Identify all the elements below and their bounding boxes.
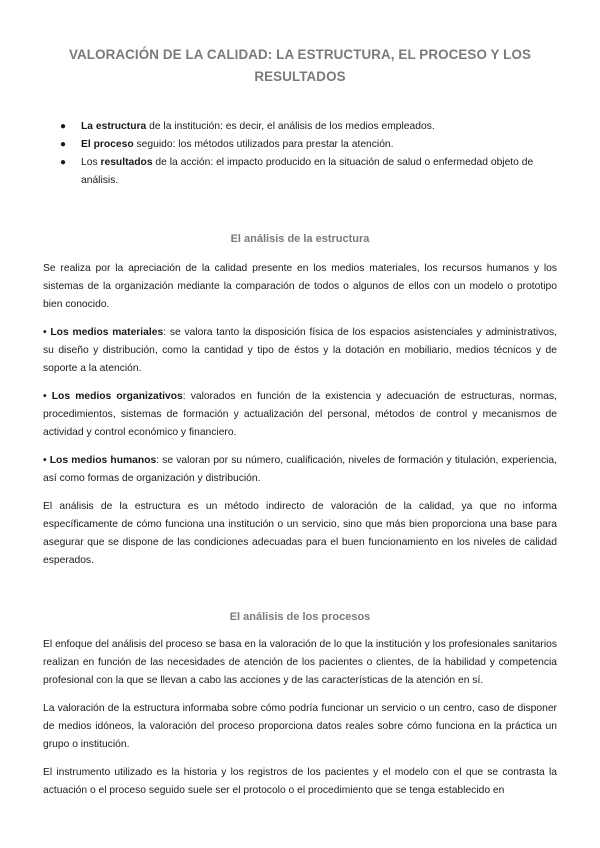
item-text: : valorados en función de la existencia y adecuación de estructuras, normas, procedimientos, sistemas de formación y actualización del personal, métodos de control y mecanismos de actividad y control económico y financiero. bbox=[43, 391, 557, 438]
list-item bbox=[43, 136, 557, 154]
item-bold-text: • Los medios materiales bbox=[43, 327, 164, 338]
bullet-text: de la acción: el impacto producido en la situación de salud o enfermedad objeto de análisis. bbox=[81, 157, 534, 186]
item-text: : se valoran por su número, cualificación, niveles de formación y titulación, experiencia, así como formas de organización y distribución. bbox=[43, 455, 557, 484]
bullet-bold-text: La estructura bbox=[81, 121, 147, 132]
paragraph-closing: El análisis de la estructura es un método indirecto de valoración de la calidad, ya que no informa específicamente de cómo funciona una institución o un servicio, sino que más bien proporciona una base para asegurar que se dispone de las condiciones adecuadas para el buen funcionamiento en los niveles de calidad esperados. bbox=[43, 501, 557, 566]
bullet-text: seguido: los métodos utilizados para prestar la atención. bbox=[133, 139, 394, 150]
list-item bbox=[43, 118, 557, 136]
item-bold-text: • Los medios humanos bbox=[43, 455, 157, 466]
paragraph-material-means bbox=[43, 324, 557, 378]
paragraph-process-2: La valoración de la estructura informaba sobre cómo podría funcionar un servicio o un centro, caso de disponer de medios idóneos, la valoración del proceso proporciona datos reales sobre cómo funciona en la práctica un grupo o institución. bbox=[43, 703, 557, 750]
bullet-dot: ● bbox=[60, 139, 67, 150]
item-text: : se valora tanto la disposición física de los espacios asistenciales y administrativos, su diseño y distribución, como la cantidad y tipo de éstos y la dotación en mobiliario, medios técnicos y de soporte a la atención. bbox=[43, 327, 557, 374]
list-item bbox=[43, 154, 557, 190]
bullet-list bbox=[43, 118, 557, 190]
bullet-text: de la institución: es decir, el análisis de los medios empleados. bbox=[146, 121, 435, 132]
bullet-bold-text: El proceso bbox=[81, 139, 134, 150]
bullet-dot: ● bbox=[60, 157, 67, 168]
bullet-bold-text: resultados bbox=[100, 157, 153, 168]
paragraph-organizational-means bbox=[43, 388, 557, 442]
page-title: VALORACIÓN DE LA CALIDAD: LA ESTRUCTURA, EL PROCESO Y LOS RESULTADOS bbox=[69, 47, 531, 84]
paragraph-human-means bbox=[43, 452, 557, 488]
paragraph-process-3: El instrumento utilizado es la historia y los registros de los pacientes y el modelo con el que se contrasta la actuación o el proceso seguido suele ser el protocolo o el procedimiento que se tenga establecido en bbox=[43, 767, 557, 796]
bullet-dot: ● bbox=[60, 121, 67, 132]
paragraph-intro: Se realiza por la apreciación de la calidad presente en los medios materiales, los recursos humanos y los sistemas de la organización mediante la comparación de todos o algunos de ellos con un modelo o prototipo bien conocido. bbox=[43, 263, 557, 310]
bullet-prefix-text: Los bbox=[81, 157, 101, 168]
section-heading-processes: El análisis de los procesos bbox=[229, 611, 371, 623]
section-heading-structure: El análisis de la estructura bbox=[230, 233, 370, 245]
paragraph-process-1: El enfoque del análisis del proceso se basa en la valoración de lo que la institución y los profesionales sanitarios realizan en función de las necesidades de atención de los pacientes o clientes, de la habilidad y competencia profesional con la que se llevan a cabo las acciones y de las características de la atención en sí. bbox=[43, 639, 557, 686]
item-bold-text: • Los medios organizativos bbox=[43, 391, 183, 402]
